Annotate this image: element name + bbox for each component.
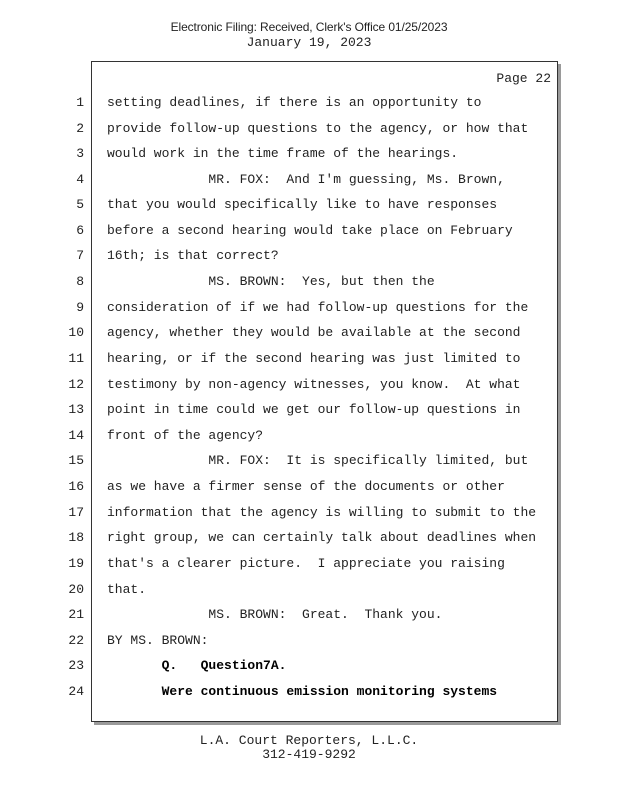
transcript-line: MR. FOX: And I'm guessing, Ms. Brown, xyxy=(107,172,505,187)
line-number: 24 xyxy=(68,684,84,699)
transcript-line: MS. BROWN: Great. Thank you. xyxy=(107,607,443,622)
transcript-line-question: Q. Question7A. xyxy=(107,658,287,673)
transcript-line: hearing, or if the second hearing was just limited to xyxy=(107,351,521,366)
efiling-stamp: Electronic Filing: Received, Clerk's Office 01/25/2023 xyxy=(170,20,448,34)
line-number: 4 xyxy=(76,172,84,187)
line-number: 3 xyxy=(76,146,84,161)
page-number: Page 22 xyxy=(496,71,551,86)
transcript-line: testimony by non-agency witnesses, you know. At what xyxy=(107,377,521,392)
line-number: 9 xyxy=(76,300,84,315)
transcript-line: front of the agency? xyxy=(107,428,264,443)
line-number: 21 xyxy=(68,607,84,622)
footer-company: L.A. Court Reporters, L.L.C. xyxy=(199,733,419,748)
line-number: 2 xyxy=(76,121,84,136)
line-number: 23 xyxy=(68,658,84,673)
line-number: 1 xyxy=(76,95,84,110)
transcript-line: MR. FOX: It is specifically limited, but xyxy=(107,453,529,468)
transcript-line: provide follow-up questions to the agency, or how that xyxy=(107,121,529,136)
line-number: 19 xyxy=(68,556,84,571)
line-number: 7 xyxy=(76,248,84,263)
line-number: 18 xyxy=(68,530,84,545)
line-number: 14 xyxy=(68,428,84,443)
line-number: 16 xyxy=(68,479,84,494)
transcript-line: before a second hearing would take place on February xyxy=(107,223,513,238)
transcript-line: agency, whether they would be available at the second xyxy=(107,325,521,340)
line-number: 22 xyxy=(68,633,84,648)
line-number: 17 xyxy=(68,505,84,520)
transcript-line: MS. BROWN: Yes, but then the xyxy=(107,274,435,289)
line-number: 10 xyxy=(68,325,84,340)
transcript-line: setting deadlines, if there is an opportunity to xyxy=(107,95,482,110)
transcript-line: 16th; is that correct? xyxy=(107,248,279,263)
transcript-line: BY MS. BROWN: xyxy=(107,633,209,648)
transcript-line-question: Were continuous emission monitoring systems xyxy=(107,684,498,699)
line-number: 8 xyxy=(76,274,84,289)
line-number: 5 xyxy=(76,197,84,212)
line-number: 15 xyxy=(68,453,84,468)
transcript-line: that you would specifically like to have responses xyxy=(107,197,498,212)
line-number: 11 xyxy=(68,351,84,366)
line-number: 12 xyxy=(68,377,84,392)
transcript-line: would work in the time frame of the hearings. xyxy=(107,146,459,161)
line-number: 20 xyxy=(68,582,84,597)
footer-phone: 312-419-9292 xyxy=(262,747,356,762)
transcript-line: as we have a firmer sense of the documents or other xyxy=(107,479,505,494)
transcript-line: that's a clearer picture. I appreciate you raising xyxy=(107,556,505,571)
transcript-line: consideration of if we had follow-up questions for the xyxy=(107,300,529,315)
transcript-line: point in time could we get our follow-up questions in xyxy=(107,402,521,417)
header-date: January 19, 2023 xyxy=(246,35,372,50)
line-number: 13 xyxy=(68,402,84,417)
line-number: 6 xyxy=(76,223,84,238)
transcript-line: right group, we can certainly talk about deadlines when xyxy=(107,530,537,545)
transcript-line: that. xyxy=(107,582,147,597)
transcript-line: information that the agency is willing to submit to the xyxy=(107,505,537,520)
